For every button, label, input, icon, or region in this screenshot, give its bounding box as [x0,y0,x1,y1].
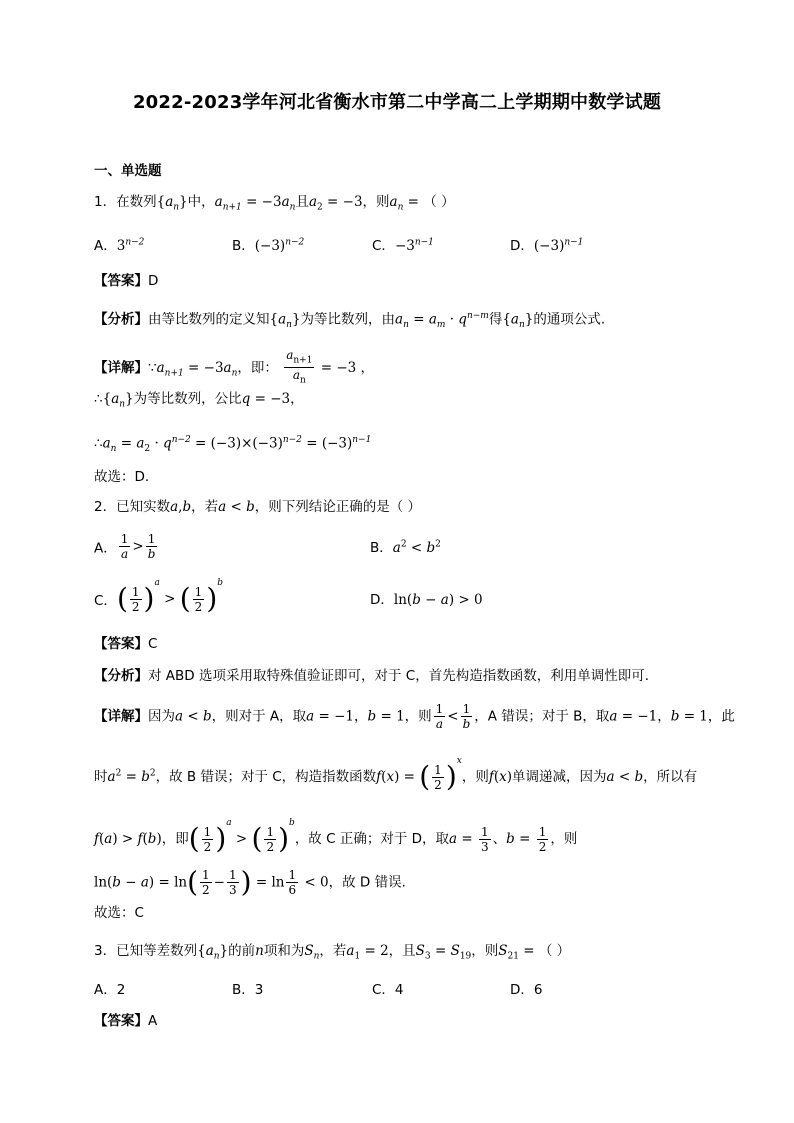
question-1-detail: 【详解】$\because a_{n+1} = -3a_n$，即： $\frac{a_{n+1}}{a_n}$ = −3 ， [94,348,375,386]
question-1-number: 1． [94,194,117,210]
question-2-detail-2: 时$a^2 = b^2$，故 B 错误；对于 C，构造指数函数f(x) = ( $\frac{1}{2}$ )$^x$，则f(x)单调递减，因为a < b，所以有 [94,756,698,793]
option-c: C．$-3^{n-1}$ [372,237,434,254]
question-2: 2．已知实数a,b，若a < b，则下列结论正确的是（ ） [94,499,422,515]
question-3: 3．已知等差数列$\{a_n\}$的前n项和为$S_n$，若$a_1 = 2$，且$S_3 = S_{19}$，则$S_{21}$ = （ ） [94,943,571,962]
question-3-number: 3． [94,943,117,959]
question-2-detail-3: f(a) > f(b)，即( $\frac{1}{2}$ )$^a$ > ( $\frac{1}{2}$ )$^b$，故 C 正确；对于 D，取a = $\frac{1}{3}$ 、b = $\frac{1}{2}$ ，则 [94,818,578,855]
question-1-analysis: 【分析】由等比数列的定义知$\{a_n\}$为等比数列，由$a_n = a_m \cdot q^{n-m}$得$\{a_n\}$的通项公式. [94,311,606,331]
question-2-analysis: 【分析】对 ABD 选项采用取特殊值验证即可，对于 C，首先构造指数函数，利用单调性即可. [94,668,649,684]
question-3-answer: 【答案】A [94,1013,158,1029]
option-a: A． $\frac{1}{a}$ > $\frac{1}{b}$ [94,532,156,561]
option-c: C．4 [372,982,404,998]
option-c: C．( $\frac{1}{2}$ )$^a$ > ( $\frac{1}{2}$ )$^b$ [94,578,224,615]
option-a: A．2 [94,982,126,998]
question-2-answer: 【答案】C [94,636,158,652]
option-b: B．3 [232,982,264,998]
option-b: B．$a^2 < b^2$ [370,539,441,556]
question-2-detail-1: 【详解】因为a < b，则对于 A，取a = −1，b = 1，则 $\frac{1}{a}$ < $\frac{1}{b}$ ，A 错误；对于 B，取a = −1，b = 1，此 [94,702,735,731]
question-2-choose: 故选：C [94,905,144,921]
question-1: 1．在数列$\{a_n\}$中，$a_{n+1} = -3a_n$且$a_2 = -3$，则$a_n$ = （ ） [94,194,455,213]
page-title: 2022-2023学年河北省衡水市第二中学高二上学期期中数学试题 [132,92,662,113]
option-d: D．6 [510,982,543,998]
option-b: B．$(-3)^{n-2}$ [232,237,305,254]
section-heading: 一、单选题 [94,163,162,179]
question-1-choose: 故选：D. [94,469,150,485]
question-1-answer: 【答案】D [94,273,159,289]
option-d: D．$(-3)^{n-1}$ [510,237,584,254]
question-2-detail-4: ln(b − a) = ln( $\frac{1}{2}$ − $\frac{1}{3}$ ) = ln $\frac{1}{6}$ < 0，故 D 错误. [94,865,406,899]
question-1-detail-3: $\therefore a_n = a_2 \cdot q^{n-2} = (-3)\times(-3)^{n-2} = (-3)^{n-1}$ [94,435,372,455]
option-a: A．$3^{n-2}$ [94,237,145,254]
question-1-detail-2: $\therefore\{a_n\}$为等比数列，公比q = −3， [94,391,304,410]
option-d: D．ln(b − a) > 0 [370,592,483,608]
question-2-number: 2． [94,499,117,515]
